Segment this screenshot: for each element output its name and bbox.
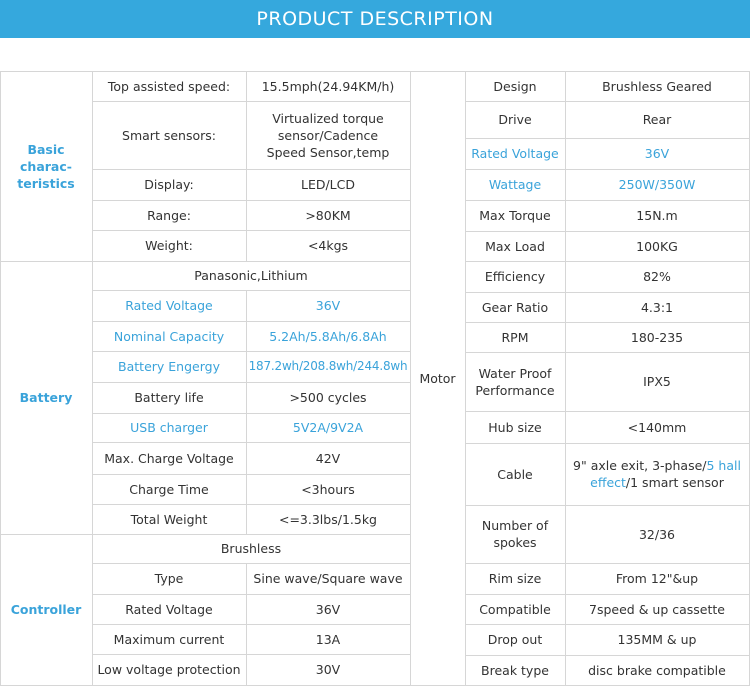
motor-spec-value: Rear [642, 112, 672, 127]
motor-spec-value: 7speed & up cassette [589, 601, 725, 617]
controller-subheader: Brushless [220, 541, 282, 556]
spec-label: Max. Charge Voltage [104, 450, 234, 466]
spec-label: Top assisted speed: [107, 78, 231, 94]
motor-spec-value: 4.3:1 [640, 299, 674, 315]
motor-spec-value: From 12"&up [615, 571, 699, 586]
category-motor: Motor [419, 370, 456, 386]
page-title: PRODUCT DESCRIPTION [0, 0, 750, 38]
spec-value: >500 cycles [289, 390, 367, 405]
cable-value-part: 9" axle exit, 3-phase/ [573, 458, 707, 473]
spec-value: >80KM [305, 207, 351, 223]
spec-label: USB charger [130, 420, 208, 435]
category-controller: Controller [10, 602, 82, 617]
motor-spec-label: Rim size [488, 571, 542, 586]
motor-spec-label: Efficiency [484, 269, 546, 284]
spec-label: Rated Voltage [125, 298, 213, 313]
spec-value: 36V [315, 601, 341, 617]
motor-spec-label: Design [493, 78, 537, 94]
motor-spec-label: Max Torque [479, 208, 551, 223]
spec-value: <3hours [301, 481, 355, 497]
category-battery: Battery [19, 390, 73, 405]
spec-value: 5.2Ah/5.8Ah/6.8Ah [269, 328, 387, 344]
spec-label: Battery life [134, 390, 204, 405]
motor-spec-label: Hub size [488, 419, 542, 435]
motor-spec-label: Wattage [488, 177, 542, 192]
spec-value: LED/LCD [300, 177, 356, 192]
spec-label: Type [154, 571, 184, 586]
motor-spec-label: RPM [501, 329, 529, 345]
motor-spec-value: disc brake compatible [588, 662, 726, 678]
spec-value: Sine wave/Square wave [253, 571, 403, 586]
motor-spec-value: Brushless Geared [602, 78, 712, 94]
spec-label: Weight: [145, 238, 193, 253]
motor-spec-label: Rated Voltage [471, 146, 559, 161]
motor-spec-label: Drop out [487, 632, 543, 647]
category-basic-characteristics: Basic charac-teristics [17, 141, 75, 191]
spec-label: Maximum current [113, 631, 225, 647]
spec-label: Battery Engergy [118, 359, 220, 374]
motor-spec-value: 36V [644, 146, 670, 161]
motor-spec-label: Compatible [479, 601, 551, 617]
motor-spec-label: Gear Ratio [481, 299, 549, 315]
spec-value: 15.5mph(24.94KM/h) [261, 78, 395, 94]
spec-label: Smart sensors: [122, 127, 216, 143]
spec-label: Display: [144, 177, 194, 192]
motor-spec-value: IPX5 [643, 374, 671, 389]
spec-value: <=3.3lbs/1.5kg [278, 511, 377, 527]
motor-spec-value: 180-235 [630, 329, 684, 345]
spec-label: Nominal Capacity [113, 328, 225, 344]
spec-value: 187.2wh/208.8wh/244.8wh [248, 359, 408, 373]
battery-subheader: Panasonic,Lithium [194, 268, 308, 283]
motor-spec-value: 135MM & up [617, 632, 697, 647]
motor-spec-value: 15N.m [636, 208, 678, 223]
cable-value-part: /1 smart sensor [625, 475, 724, 490]
motor-spec-label: Cable [497, 466, 533, 482]
motor-spec-label: Drive [498, 112, 532, 127]
spec-value: 30V [315, 662, 341, 677]
spec-label: Range: [147, 207, 191, 223]
spec-value: 13A [315, 631, 341, 647]
spec-label: Low voltage protection [97, 662, 241, 677]
motor-spec-label: Water Proof Performance [475, 365, 555, 398]
spec-label: Rated Voltage [125, 601, 213, 617]
motor-spec-value [565, 443, 749, 505]
motor-spec-value: <140mm [627, 419, 687, 435]
spec-label: Charge Time [129, 481, 209, 497]
spec-value: Virtualized torque sensor/Cadence Speed Sensor,temp [266, 110, 390, 160]
motor-spec-value: 100KG [636, 238, 678, 254]
motor-spec-value: 250W/350W [618, 177, 696, 192]
motor-spec-value: 32/36 [638, 526, 676, 542]
spec-value: 36V [315, 298, 341, 313]
motor-spec-label: Number of spokes [481, 518, 549, 550]
spec-value: 42V [315, 450, 341, 466]
motor-spec-label: Max Load [485, 238, 545, 254]
motor-spec-label: Break type [481, 662, 549, 678]
spec-value: <4kgs [307, 238, 349, 253]
spec-label: Total Weight [130, 511, 208, 527]
cable-value-highlight: 5 hall effect [590, 458, 741, 490]
spec-value: 5V2A/9V2A [292, 420, 364, 435]
motor-spec-value: 82% [643, 269, 671, 284]
